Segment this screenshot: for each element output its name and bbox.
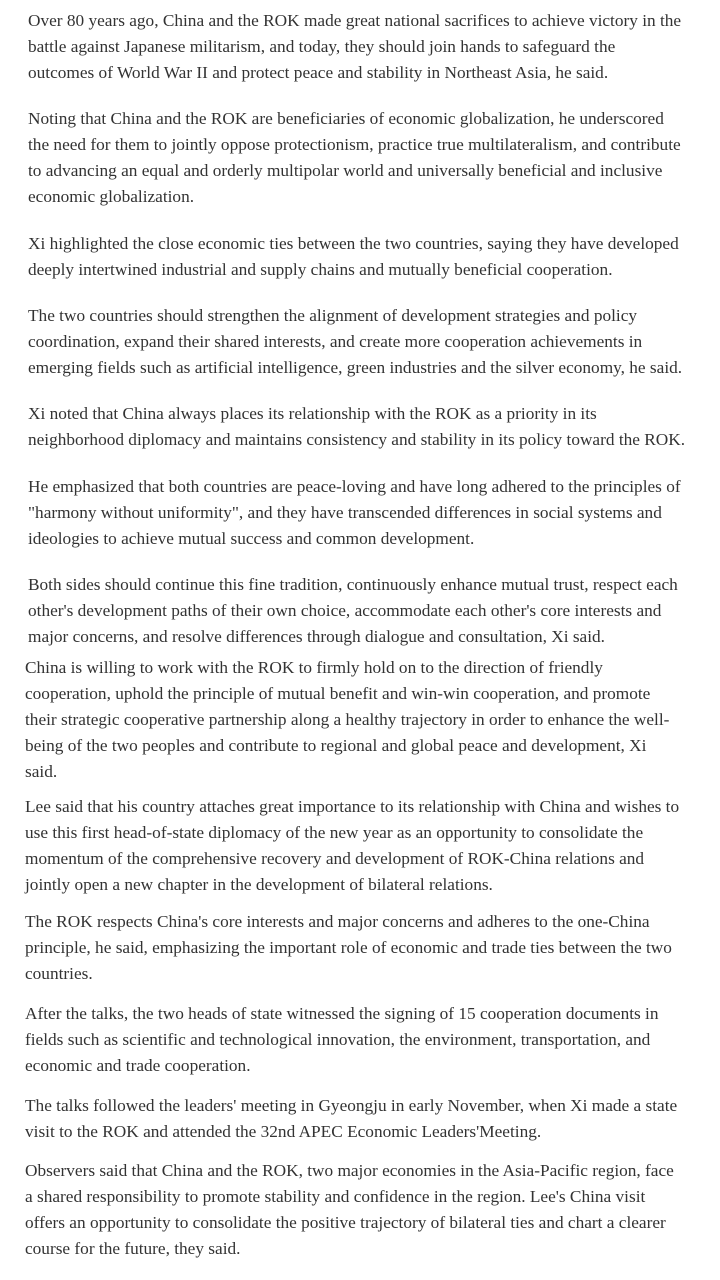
paragraph-line: battle against Japanese militarism, and today, they should join hands to safeguard the <box>28 37 616 56</box>
article-paragraph <box>25 655 669 785</box>
paragraph-line: Observers said that China and the ROK, two major economies in the Asia-Pacific region, face <box>25 1161 674 1180</box>
article-paragraph <box>28 303 682 381</box>
paragraph-line: economic and trade cooperation. <box>25 1056 251 1075</box>
article-paragraph <box>28 474 681 552</box>
paragraph-line: Xi noted that China always places its relationship with the ROK as a priority in its <box>28 404 597 423</box>
paragraph-line: cooperation, uphold the principle of mutual benefit and win-win cooperation, and promote <box>25 684 651 703</box>
article-paragraph <box>28 8 681 86</box>
paragraph-line: a shared responsibility to promote stability and confidence in the region. Lee's China visit <box>25 1187 646 1206</box>
paragraph-line: course for the future, they said. <box>25 1239 241 1258</box>
paragraph-line: fields such as scientific and technological innovation, the environment, transportation, and <box>25 1030 651 1049</box>
paragraph-line: emerging fields such as artificial intelligence, green industries and the silver economy, he said. <box>28 358 683 377</box>
article-paragraph <box>25 1158 674 1262</box>
paragraph-line: economic globalization. <box>28 187 195 206</box>
paragraph-line: Both sides should continue this fine tradition, continuously enhance mutual trust, respect each <box>28 575 678 594</box>
paragraph-line: other's development paths of their own choice, accommodate each other's core interests and <box>28 601 662 620</box>
article-paragraph <box>28 401 685 453</box>
paragraph-line: offers an opportunity to consolidate the positive trajectory of bilateral ties and chart a clearer <box>25 1213 666 1232</box>
paragraph-line: countries. <box>25 964 93 983</box>
paragraph-line: deeply intertwined industrial and supply chains and mutually beneficial cooperation. <box>28 260 613 279</box>
paragraph-line: major concerns, and resolve differences through dialogue and consultation, Xi said. <box>28 627 605 646</box>
paragraph-line: said. <box>25 762 58 781</box>
paragraph-line: coordination, expand their shared interests, and create more cooperation achievements in <box>28 332 643 351</box>
paragraph-line: The talks followed the leaders' meeting in Gyeongju in early November, when Xi made a state <box>25 1096 678 1115</box>
paragraph-line: visit to the ROK and attended the 32nd APEC Economic Leaders'Meeting. <box>25 1122 542 1141</box>
paragraph-line: their strategic cooperative partnership along a healthy trajectory in order to enhance the well- <box>25 710 670 729</box>
paragraph-line: Xi highlighted the close economic ties between the two countries, saying they have developed <box>28 234 679 253</box>
paragraph-line: outcomes of World War II and protect peace and stability in Northeast Asia, he said. <box>28 63 609 82</box>
paragraph-line: Lee said that his country attaches great importance to its relationship with China and wishes to <box>25 797 680 816</box>
paragraph-line: After the talks, the two heads of state witnessed the signing of 15 cooperation documents in <box>25 1004 659 1023</box>
article-paragraph <box>28 106 681 210</box>
paragraph-line: principle, he said, emphasizing the important role of economic and trade ties between the two <box>25 938 672 957</box>
article-paragraph <box>25 909 672 987</box>
paragraph-line: the need for them to jointly oppose protectionism, practice true multilateralism, and contribute <box>28 135 681 154</box>
article-paragraph <box>28 572 678 650</box>
paragraph-line: jointly open a new chapter in the development of bilateral relations. <box>25 875 493 894</box>
article-paragraph <box>28 231 679 283</box>
paragraph-line: The two countries should strengthen the alignment of development strategies and policy <box>28 306 638 325</box>
paragraph-line: use this first head-of-state diplomacy of the new year as an opportunity to consolidate the <box>25 823 644 842</box>
paragraph-line: The ROK respects China's core interests and major concerns and adheres to the one-China <box>25 912 650 931</box>
paragraph-line: neighborhood diplomacy and maintains consistency and stability in its policy toward the ROK. <box>28 430 686 449</box>
paragraph-line: Noting that China and the ROK are beneficiaries of economic globalization, he underscored <box>28 109 664 128</box>
paragraph-line: China is willing to work with the ROK to firmly hold on to the direction of friendly <box>25 658 603 677</box>
paragraph-line: ideologies to achieve mutual success and common development. <box>28 529 475 548</box>
article-paragraph <box>25 1093 677 1145</box>
paragraph-line: "harmony without uniformity", and they have transcended differences in social systems and <box>28 503 662 522</box>
paragraph-line: He emphasized that both countries are peace-loving and have long adhered to the principles of <box>28 477 681 496</box>
paragraph-line: Over 80 years ago, China and the ROK made great national sacrifices to achieve victory in the <box>28 11 682 30</box>
article-paragraph <box>25 794 679 898</box>
paragraph-line: to advancing an equal and orderly multipolar world and universally beneficial and inclusive <box>28 161 663 180</box>
paragraph-line: being of the two peoples and contribute to regional and global peace and development, Xi <box>25 736 647 755</box>
paragraph-line: momentum of the comprehensive recovery and development of ROK-China relations and <box>25 849 645 868</box>
article-paragraph <box>25 1001 659 1079</box>
